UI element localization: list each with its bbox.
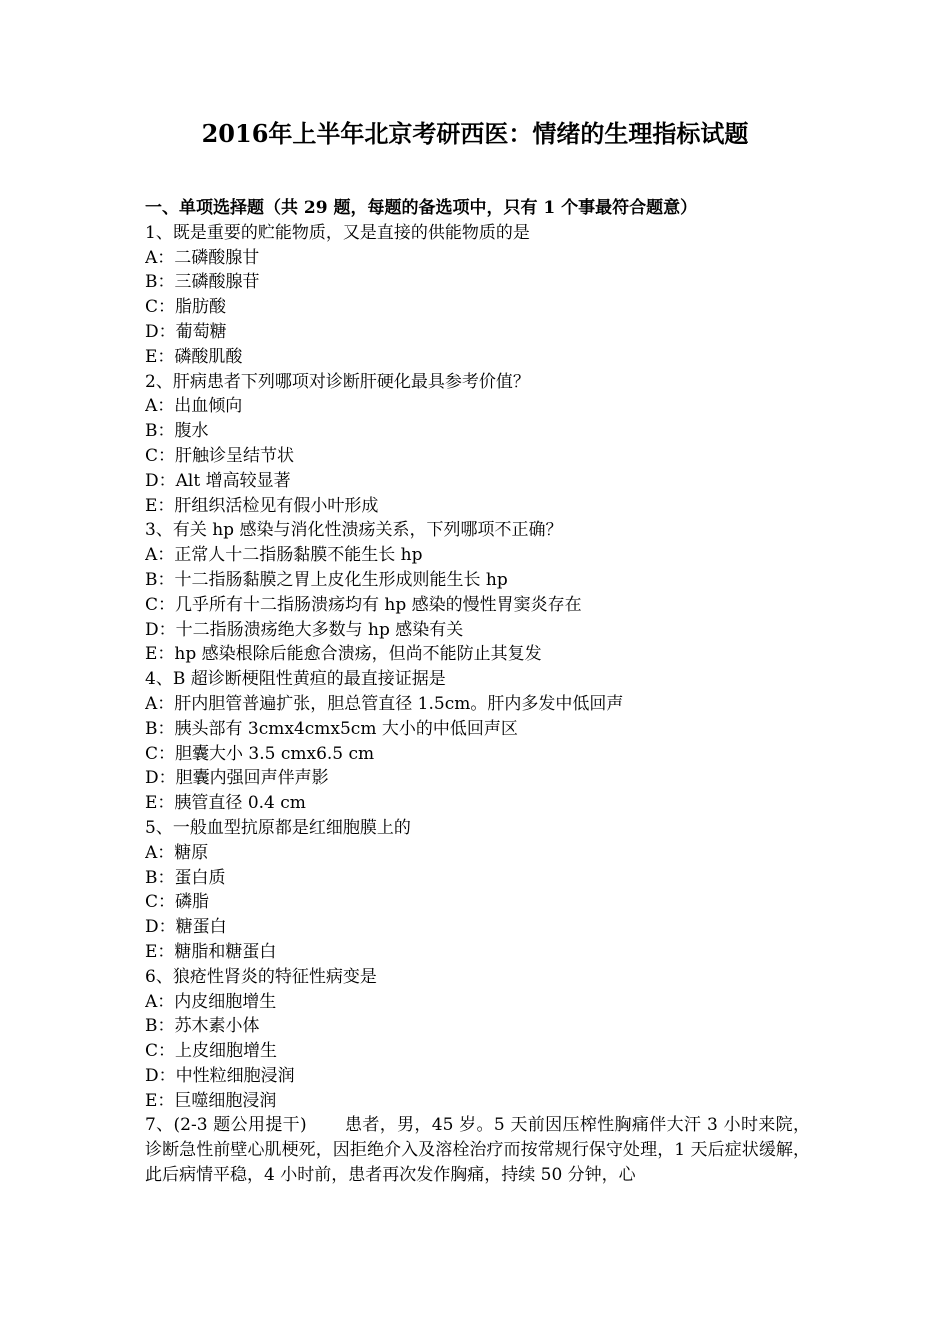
section-heading: 一、单项选择题（共 29 题，每题的备选项中，只有 1 个事最符合题意） — [145, 198, 698, 218]
option-c: C：磷脂 — [145, 892, 210, 913]
question-3 — [145, 518, 810, 667]
question-stem: 2、肝病患者下列哪项对诊断肝硬化最具参考价值？ — [145, 371, 530, 392]
option-c: C：上皮细胞增生 — [145, 1041, 278, 1062]
option-d: D：中性粒细胞浸润 — [145, 1065, 295, 1086]
option-d: D：糖蛋白 — [145, 917, 227, 938]
question-stem: 5、一般血型抗原都是红细胞膜上的 — [145, 817, 411, 838]
option-d: D：葡萄糖 — [145, 321, 227, 342]
option-c: C：几乎所有十二指肠溃疡均有 hp 感染的慢性胃窦炎存在 — [145, 594, 582, 615]
question-4 — [145, 667, 810, 816]
option-a: A：出血倾向 — [145, 396, 243, 417]
option-b: B：蛋白质 — [145, 867, 226, 888]
question-stem: 4、B 超诊断梗阻性黄疸的最直接证据是 — [145, 669, 446, 690]
option-a: A：糖原 — [145, 842, 209, 863]
option-b: B：腹水 — [145, 421, 209, 442]
option-e: E：hp 感染根除后能愈合溃疡，但尚不能防止其复发 — [145, 644, 542, 665]
option-c: C：胆囊大小 3.5 cmx6.5 cm — [145, 743, 375, 764]
option-a: A：二磷酸腺甘 — [145, 247, 260, 268]
question-7-prefix: 7、(2-3 题公用提干) — [145, 1115, 307, 1136]
option-d: D：Alt 增高较显著 — [145, 470, 291, 491]
option-d: D：胆囊内强回声伴声影 — [145, 768, 329, 789]
question-stem: 6、狼疮性肾炎的特征性病变是 — [145, 966, 377, 987]
option-e: E：胰管直径 0.4 cm — [145, 793, 306, 814]
question-5 — [145, 816, 810, 965]
option-b: B：十二指肠黏膜之胃上皮化生形成则能生长 hp — [145, 569, 508, 590]
option-b: B：苏木素小体 — [145, 1016, 260, 1037]
option-d: D：十二指肠溃疡绝大多数与 hp 感染有关 — [145, 619, 464, 640]
option-a: A：正常人十二指肠黏膜不能生长 hp — [145, 545, 423, 566]
question-7 — [145, 1113, 810, 1187]
document-title: 2016年上半年北京考研西医：情绪的生理指标试题 — [201, 119, 749, 148]
option-e: E：磷酸肌酸 — [145, 346, 243, 367]
option-b: B：三磷酸腺苷 — [145, 272, 260, 293]
document-body — [145, 196, 810, 1188]
option-a: A：肝内胆管普遍扩张，胆总管直径 1.5cm。肝内多发中低回声 — [145, 693, 624, 714]
question-stem: 1、既是重要的贮能物质，又是直接的供能物质的是 — [145, 222, 530, 243]
option-b: B：胰头部有 3cmx4cmx5cm 大小的中低回声区 — [145, 718, 518, 739]
option-a: A：内皮细胞增生 — [145, 991, 277, 1012]
option-e: E：肝组织活检见有假小叶形成 — [145, 495, 379, 516]
option-e: E：糖脂和糖蛋白 — [145, 941, 277, 962]
question-stem: 3、有关 hp 感染与消化性溃疡关系，下列哪项不正确？ — [145, 520, 563, 541]
question-6 — [145, 965, 810, 1114]
option-c: C：脂肪酸 — [145, 297, 227, 318]
question-2 — [145, 370, 810, 519]
option-c: C：肝触诊呈结节状 — [145, 445, 295, 466]
option-e: E：巨噬细胞浸润 — [145, 1090, 277, 1111]
question-7-text: 患者，男，45 岁。5 天前因压榨性胸痛伴大汗 3 小时来院，诊断急性前壁心肌梗死，因拒绝介入及溶栓治疗而按常规行保守处理，1 天后症状缓解，此后病情平稳，4 小时前，患者再次发作胸痛，持续 50 分钟，心 — [145, 1115, 810, 1186]
question-1 — [145, 221, 810, 370]
